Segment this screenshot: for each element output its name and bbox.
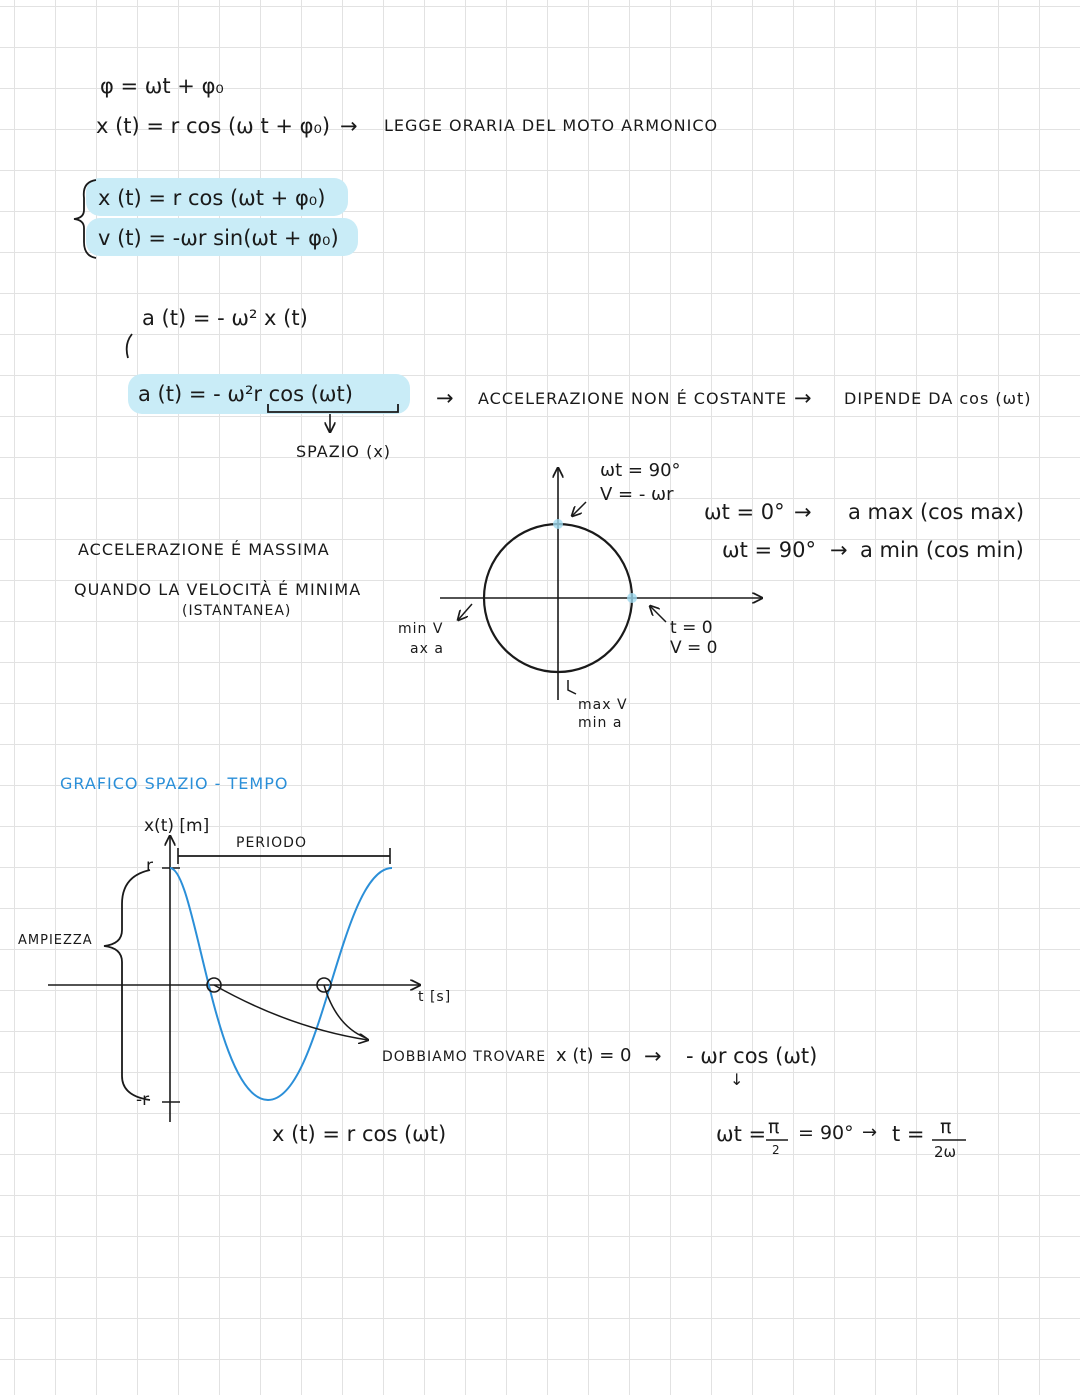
solve-condition: x (t) = 0 (556, 1045, 632, 1066)
case-1-left: ωt = 0° (704, 500, 785, 524)
accel-arrow-2: → (794, 386, 812, 410)
graph-title: GRAFICO SPAZIO - TEMPO (60, 774, 289, 793)
circle-left-label-1: min V (398, 621, 444, 637)
note-line-3: (ISTANTANEA) (182, 603, 292, 619)
accel-not-constant: ACCELERAZIONE NON É COSTANTE (478, 389, 788, 408)
solve-pi-2: π (940, 1116, 952, 1138)
solve-t-equals: t = (892, 1122, 925, 1146)
pointer-top (572, 502, 586, 516)
accel-curve-arrow (127, 334, 132, 358)
graph-equation: x (t) = r cos (ωt) (272, 1122, 447, 1146)
note-line-1: ACCELERAZIONE É MASSIMA (78, 540, 330, 559)
system-x-equation: x (t) = r cos (ωt + φ₀) (98, 186, 326, 210)
case-2-right: a min (cos min) (860, 538, 1024, 562)
circle-left-label-2: ax a (410, 641, 444, 657)
solve-label: DOBBIAMO TROVARE (382, 1049, 547, 1065)
law-arrow: → (340, 114, 358, 138)
accel-equation-2: a (t) = - ω²r cos (ωt) (138, 382, 353, 406)
solve-arrow-2: → (862, 1122, 878, 1143)
circle-highlight-right (627, 593, 637, 603)
solve-expression: - ωr cos (ωt) (686, 1044, 818, 1068)
solve-two: 2 (772, 1143, 780, 1157)
case-2-arrow: → (830, 538, 848, 562)
law-label: LEGGE ORARIA DEL MOTO ARMONICO (384, 116, 719, 135)
pointer-bottom (568, 680, 576, 694)
pointer-crossing-2 (324, 985, 366, 1038)
circle-bottom-label-2: min a (578, 715, 623, 731)
graph-period-label: PERIODO (236, 835, 307, 851)
circle-right-label-2: V = 0 (670, 638, 718, 658)
circle-bottom-label-1: max V (578, 697, 628, 713)
pointer-left (458, 604, 472, 620)
solve-result-prefix: ωt = (716, 1122, 767, 1146)
law-equation: x (t) = r cos (ω t + φ₀) (96, 114, 331, 138)
cosine-curve (170, 868, 392, 1100)
graph-y-axis-label: x(t) [m] (144, 816, 210, 836)
case-1-right: a max (cos max) (848, 500, 1025, 524)
graph-x-axis-label: t [s] (418, 989, 452, 1005)
accel-equation-1: a (t) = - ω² x (t) (142, 306, 308, 330)
system-v-equation: v (t) = -ωr sin(ωt + φ₀) (98, 226, 339, 250)
circle-highlight-top (553, 519, 563, 529)
graph-minus-r-label: -r (136, 1090, 150, 1110)
graph-amplitude-label: AMPIEZZA (18, 933, 93, 948)
solve-two-omega: 2ω (934, 1143, 957, 1161)
system-brace (74, 180, 96, 258)
solve-down-arrow: ↓ (730, 1070, 744, 1089)
circle-right-label-1: t = 0 (670, 618, 713, 638)
case-2-left: ωt = 90° (722, 538, 816, 562)
graph-r-label: r (146, 856, 153, 876)
accel-depends: DIPENDE DA cos (ωt) (844, 389, 1032, 408)
pointer-crossing-1 (214, 985, 368, 1040)
pointer-right (650, 606, 666, 622)
phase-definition: φ = ωt + φ₀ (100, 74, 224, 98)
solve-degrees: = 90° (798, 1122, 854, 1144)
solve-pi: π (768, 1116, 780, 1138)
circle-top-label-2: V = - ωr (600, 484, 674, 505)
case-1-arrow: → (794, 500, 812, 524)
space-label: SPAZIO (x) (296, 442, 392, 461)
circle-top-label-1: ωt = 90° (600, 460, 681, 481)
solve-arrow: → (644, 1044, 662, 1068)
note-line-2: QUANDO LA VELOCITÀ É MINIMA (74, 580, 362, 599)
accel-arrow-1: → (436, 386, 454, 410)
